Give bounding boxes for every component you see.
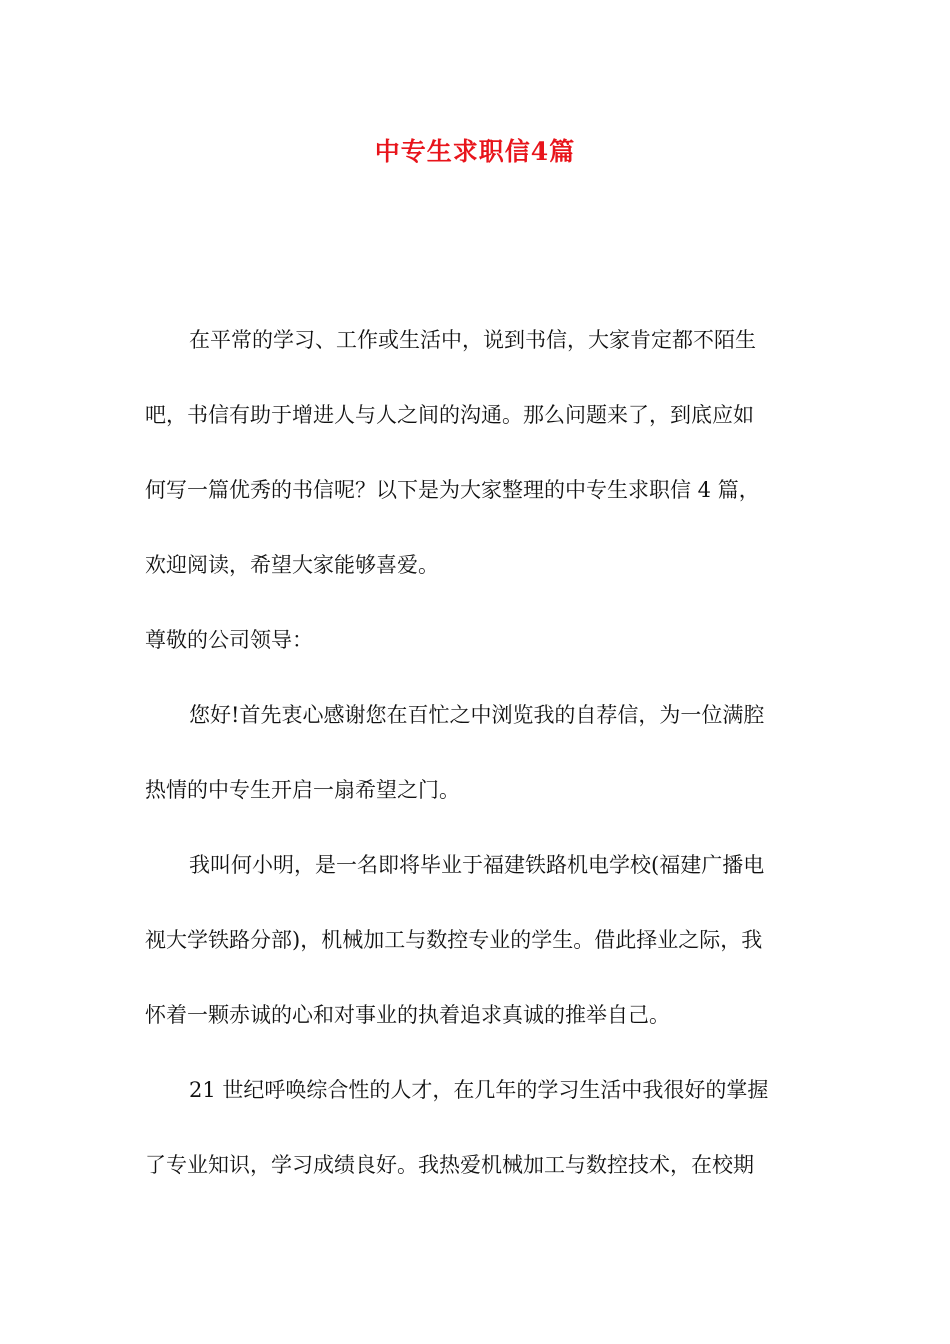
body-line: 怀着一颗赤诚的心和对事业的执着追求真诚的推举自己。 <box>145 1003 670 1027</box>
body-line: 欢迎阅读，希望大家能够喜爱。 <box>145 553 439 577</box>
body-line: 视大学铁路分部)，机械加工与数控专业的学生。借此择业之际，我 <box>145 928 763 952</box>
body-line: 您好!首先衷心感谢您在百忙之中浏览我的自荐信，为一位满腔 <box>189 703 765 727</box>
document-title: 中专生求职信4篇 <box>374 137 576 166</box>
body-line: 何写一篇优秀的书信呢？以下是为大家整理的中专生求职信 4 篇， <box>145 478 760 502</box>
body-line: 热情的中专生开启一扇希望之门。 <box>145 778 460 802</box>
body-line: 我叫何小明，是一名即将毕业于福建铁路机电学校(福建广播电 <box>189 853 765 877</box>
body-line: 了专业知识，学习成绩良好。我热爱机械加工与数控技术，在校期 <box>145 1153 754 1177</box>
body-line: 在平常的学习、工作或生活中，说到书信，大家肯定都不陌生 <box>189 328 756 352</box>
salutation: 尊敬的公司领导： <box>145 628 313 652</box>
body-line: 吧，书信有助于增进人与人之间的沟通。那么问题来了，到底应如 <box>145 403 754 427</box>
body-line: 21 世纪呼唤综合性的人才，在几年的学习生活中我很好的掌握 <box>189 1078 769 1102</box>
document-body <box>145 321 807 1221</box>
